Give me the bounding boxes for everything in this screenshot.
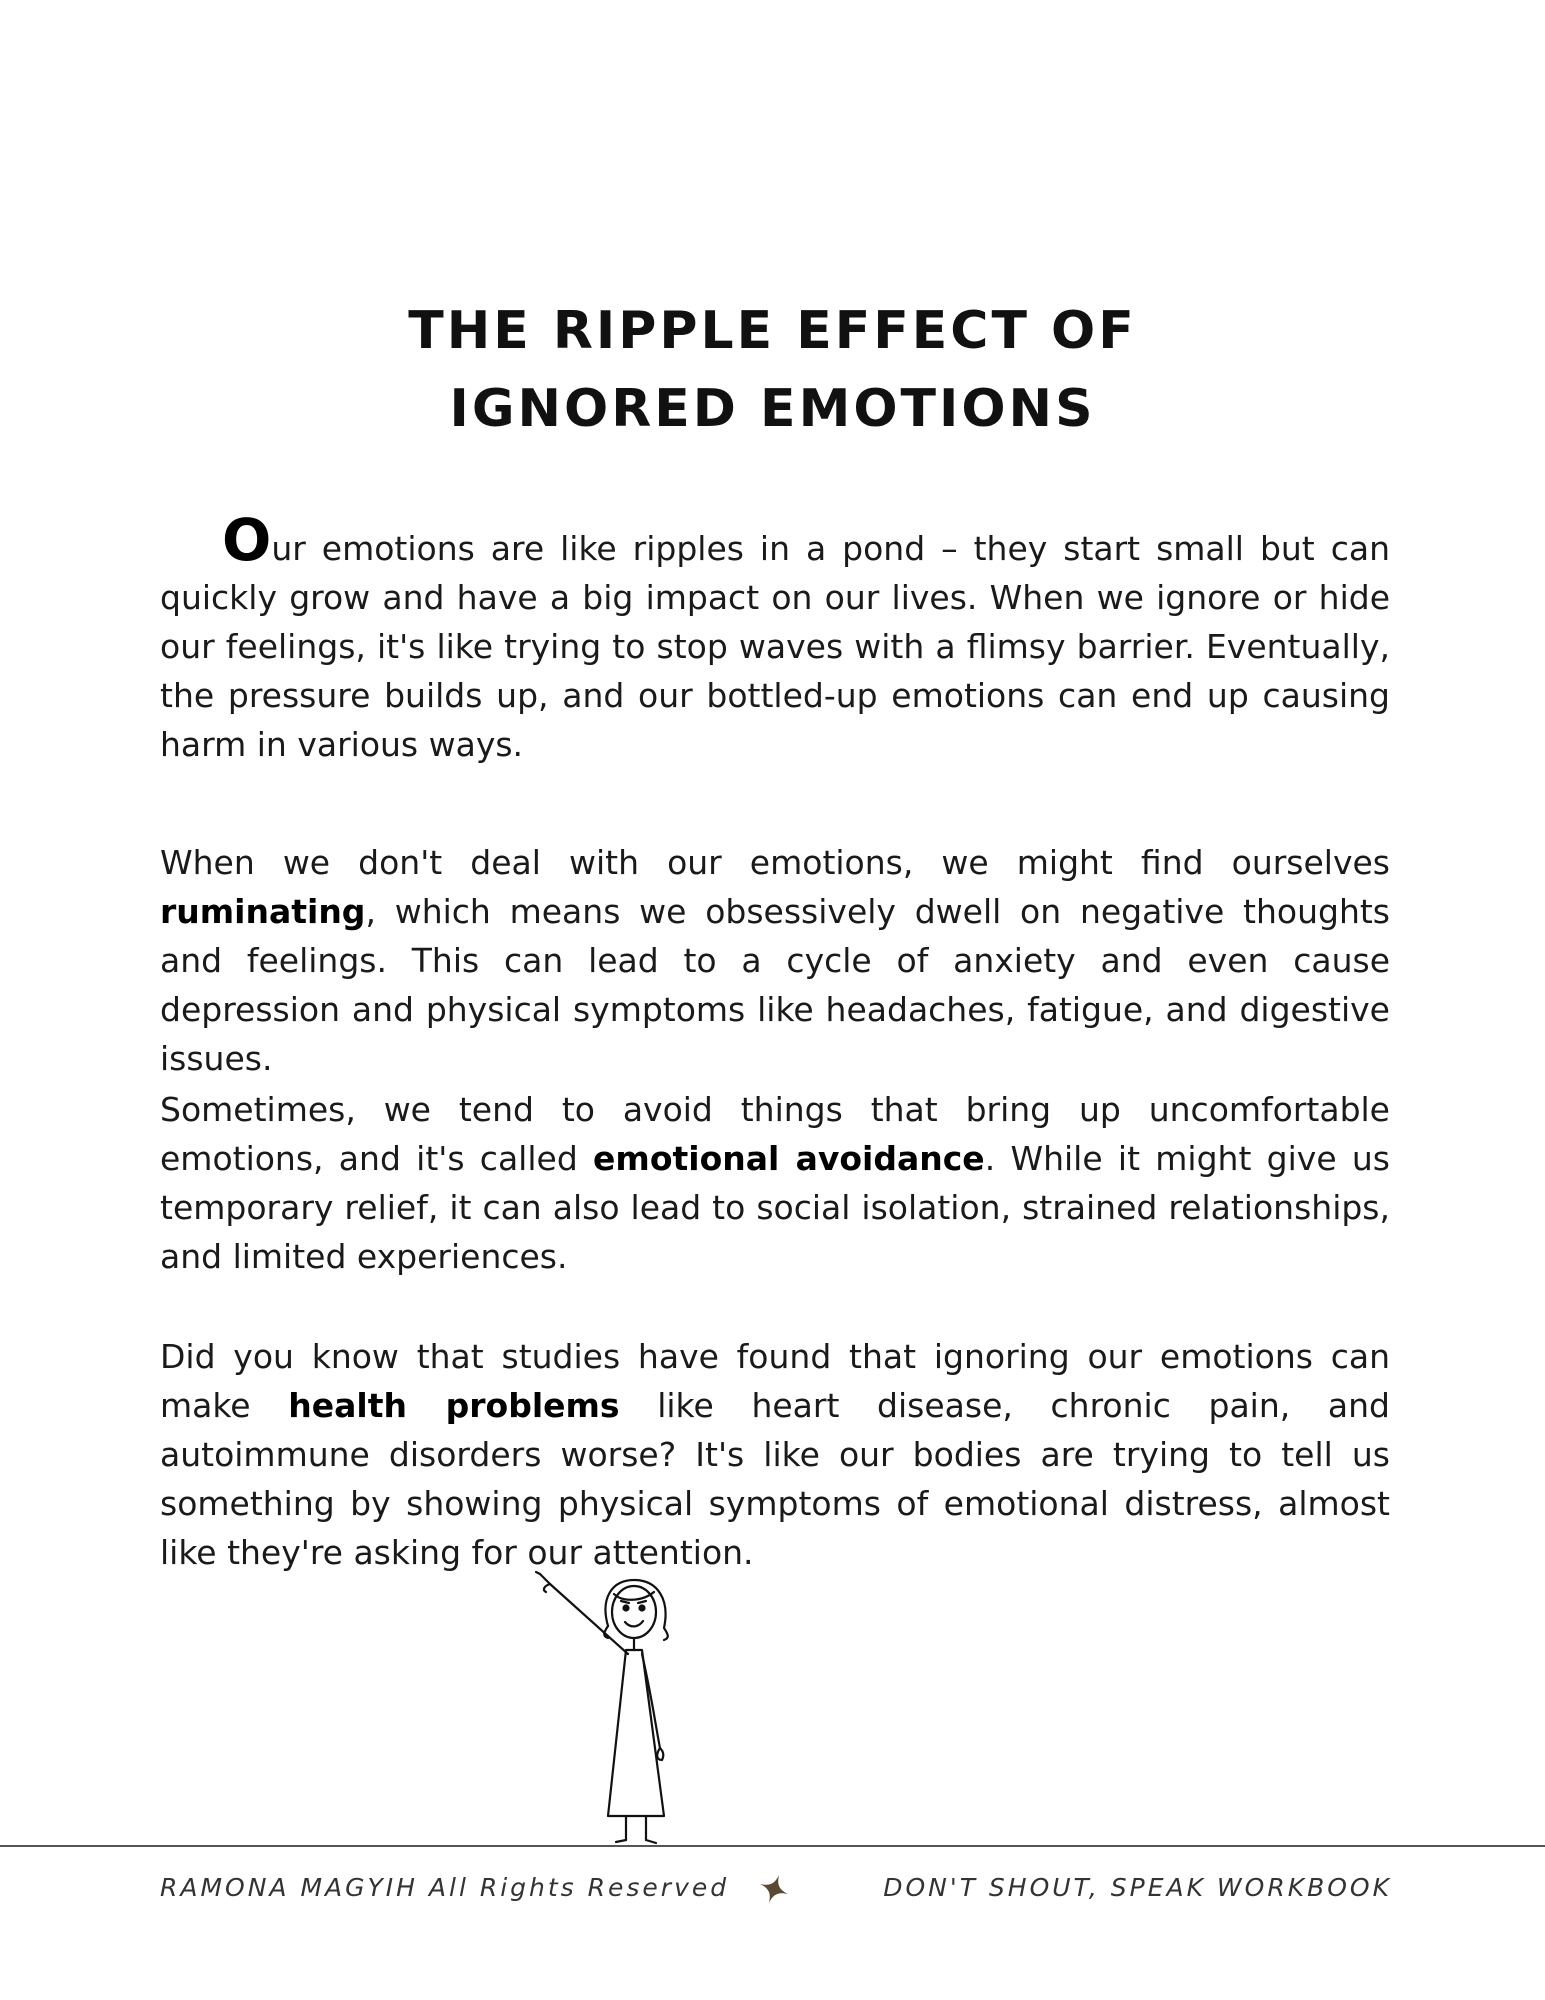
paragraph-1 [160, 506, 1390, 769]
paragraph-4-text-before: Did you know that studies have found that ignoring our emotions can make [160, 1337, 1390, 1425]
paragraph-4 [160, 1332, 1390, 1577]
term-ruminating: ruminating [160, 892, 366, 931]
page-title-line-1: THE RIPPLE EFFECT OF [408, 301, 1137, 361]
paragraph-4-text-after: like heart disease, chronic pain, and autoimmune disorders worse? It's like our bodies are trying to tell us something by showing physical symptoms of emotional distress, almost like they're asking for our attention. [160, 1386, 1390, 1572]
paragraph-1-text: ur emotions are like ripples in a pond – they start small but can quickly grow and have a big impact on our lives. When we ignore or hide our feelings, it's like trying to stop waves with a flimsy barrier. Eventually, the pressure builds up, and our bottled-up emotions can end up causing harm in various ways. [160, 529, 1390, 764]
paragraph-2 [160, 838, 1390, 1083]
footer-divider [0, 1845, 1545, 1847]
drop-cap: O [222, 506, 272, 574]
footer-book-title: DON'T SHOUT, SPEAK WORKBOOK [883, 1873, 1392, 1902]
paragraph-2-text-after: , which means we obsessively dwell on negative thoughts and feelings. This can lead to a cycle of anxiety and even cause depression and physical symptoms like headaches, fatigue, and digestive issues. [160, 892, 1390, 1078]
paragraph-2-text-before: When we don't deal with our emotions, we might find ourselves [160, 843, 1390, 882]
page-title-line-2: IGNORED EMOTIONS [449, 379, 1096, 439]
paragraph-3-text-before: Sometimes, we tend to avoid things that bring up uncomfortable emotions, and it's called [160, 1090, 1390, 1178]
page-title [0, 292, 1545, 448]
four-point-star-icon [757, 1872, 791, 1906]
footer-copyright: RAMONA MAGYIH All Rights Reserved [160, 1873, 730, 1902]
term-health-problems: health problems [288, 1386, 620, 1425]
paragraph-3-text-after: . While it might give us temporary relief, it can also lead to social isolation, strained relationships, and limited experiences. [160, 1139, 1391, 1276]
pointing-stick-figure-icon [530, 1568, 710, 1848]
paragraph-3 [160, 1085, 1390, 1281]
term-emotional-avoidance: emotional avoidance [593, 1139, 985, 1178]
